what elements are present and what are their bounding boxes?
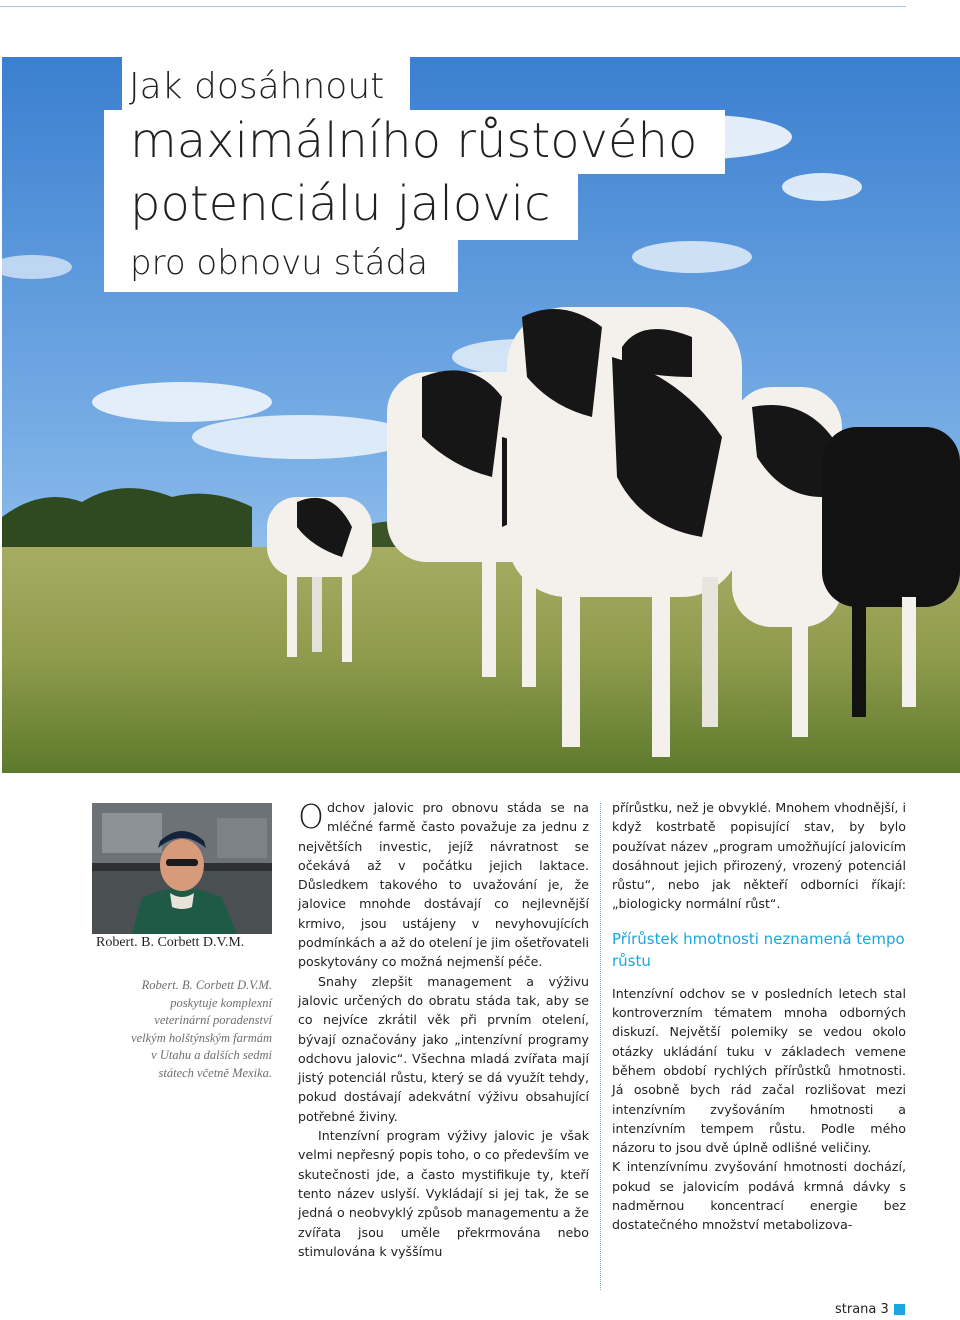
title-line-2: maximálního růstového <box>130 113 698 169</box>
paragraph: přírůstku, než je obvyklé. Mnohem vhodnější, i když kostrbatě popisující stav, by bylo používat název „program umožňující jalovicím dosáhnout jejich přirozený, vrozený potenciál růstu“, nebo jak někteří odborníci říkají: „biologicky normální růst“. <box>612 800 906 912</box>
paragraph: Intenzívní program výživy jalovic je však velmi nepřesný popis toho, o co především ve skutečnosti jde, a často mystifikuje ty, kteří tento název uslyší. Vykládají si jej tak, že se jedná o neobvyklý způsob managementu a že zvířata jsou uměle překrmována nebo stimulována k vyššímu <box>298 1128 589 1259</box>
paragraph: Intenzívní odchov se v posledních letech stal kontroverzním tématem mnoha odborných diskuzí. Největší polemiky se vedou okolo otázky ukládání tuku v základech vemene během období rychlých přírůstků hmotnosti. Já osobně bych rád začal rozlišovat mezi intenzívním zvyšováním hmotnosti a intenzívním tempem růstu. Podle mého názoru to jsou dvě úplně odlišné veličiny. <box>612 985 906 1156</box>
title-line-1: Jak dosáhnout <box>129 66 385 107</box>
page-marker-square <box>894 1304 905 1315</box>
title-line-3: potenciálu jalovic <box>130 176 551 232</box>
article-column-2 <box>612 798 906 1235</box>
dropcap: O <box>298 797 324 836</box>
bio-line: Robert. B. Corbett D.V.M. <box>141 978 272 992</box>
bio-line: státech včetně Mexika. <box>158 1065 272 1080</box>
article-column-1 <box>298 798 589 1261</box>
author-portrait-photo <box>92 803 272 934</box>
top-rule <box>0 6 906 7</box>
bio-line: poskytuje komplexní <box>170 995 272 1010</box>
page-number: strana 3 <box>835 1302 889 1317</box>
paragraph-text: dchov jalovic pro obnovu stáda se na mléčné farmě často považuje za jednu z největších investic, jejíž návratnost se očekává až v počátku jejich laktace. Důsledkem takového to uvažování je, že jalovice mnohde dostávají co nejlevnější krmivo, jsou ustájeny v nevyhovujících podmínkách a až do otelení je jim ošetřovateli poskytovány co možná nejmenší péče. <box>298 800 589 970</box>
bio-line: velkým holštýnským farmám <box>131 1030 272 1045</box>
author-name: Robert. B. Corbett D.V.M. <box>96 935 245 950</box>
column-divider <box>600 803 601 1290</box>
title-line-4: pro obnovu stáda <box>130 243 428 283</box>
section-heading: Přírůstek hmotnosti neznamená tempo růstu <box>612 929 905 970</box>
paragraph: Snahy zlepšit management a výživu jalovic určených do obratu stáda tak, aby se co nejvíce zkrátil věk při prvním otelení, bývají označovány jako „intenzívní programy odchovu jalovic“. Všechna mladá zvířata mají jistý potenciál růstu, který se dá využít tehdy, pokud dostávají adekvátní výživu obsahující potřebné živiny. <box>298 973 589 1124</box>
bio-line: veterinární poradenství <box>154 1013 272 1028</box>
bio-line: v Utahu a dalších sedmi <box>151 1048 272 1063</box>
author-bio <box>72 977 272 1083</box>
paragraph: K intenzívnímu zvyšování hmotnosti dochází, pokud se jalovicím podává krmná dávky s nadměrnou koncentrací energie bez dostatečného množství metabolizova- <box>612 1159 906 1233</box>
paragraph <box>298 798 589 972</box>
